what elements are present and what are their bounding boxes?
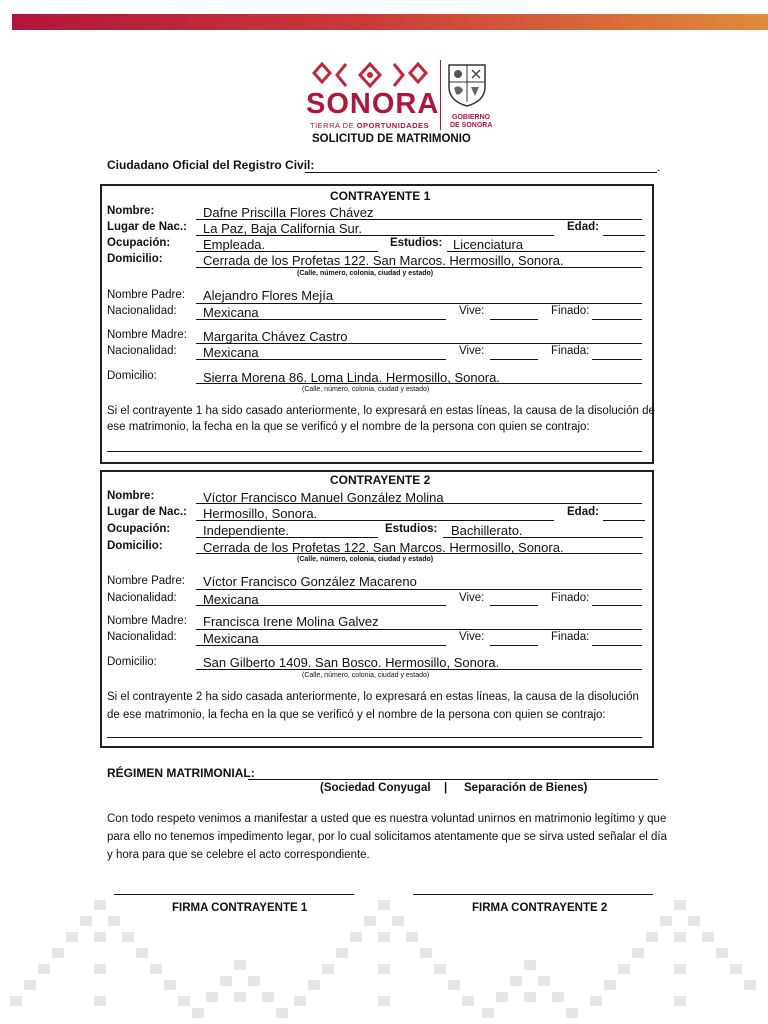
logo-ornament-icon <box>306 58 436 92</box>
c1-padre-finado-label: Finado: <box>551 305 590 317</box>
official-label: Ciudadano Oficial del Registro Civil: <box>107 158 315 172</box>
c1-padre-nac-label: Nacionalidad: <box>107 305 177 317</box>
c2-madre-label: Nombre Madre: <box>107 615 187 627</box>
c1-dom2-hint: (Calle, número, colonia, ciudad y estado) <box>302 386 430 393</box>
c2-ocupacion-label: Ocupación: <box>107 523 171 535</box>
c1-estudios-value: Licenciatura <box>453 237 524 252</box>
c1-domicilio-value: Cerrada de los Profetas 122. San Marcos. Hermosillo, Sonora. <box>203 253 564 268</box>
c1-lugar-value: La Paz, Baja California Sur. <box>203 221 362 236</box>
c1-madre-nac-label: Nacionalidad: <box>107 345 177 357</box>
c2-nombre-value: Víctor Francisco Manuel González Molina <box>203 490 444 505</box>
closing-line-3: y hora para que se celebre el acto correspondiente. <box>107 849 370 861</box>
c2-ocupacion-value: Independiente. <box>203 523 290 538</box>
c2-madre-nac-value: Mexicana <box>203 631 259 646</box>
shield-icon <box>446 62 488 108</box>
c1-padre-value: Alejandro Flores Mejía <box>203 288 334 303</box>
c2-madre-field[interactable] <box>196 629 642 630</box>
closing-line-2: para ello no tenemos impedimento legar, por lo cual solicitamos atentamente que se sirva usted señalar el día <box>107 831 667 843</box>
c1-prev-line2: ese matrimonio, la fecha en la que se verificó y el nombre de la persona con quien se contrajo: <box>107 421 590 433</box>
c1-ocupacion-label: Ocupación: <box>107 237 171 249</box>
brand-tagline <box>310 121 429 130</box>
c1-madre-finada-label: Finada: <box>551 345 590 357</box>
c2-madre-finada-label: Finada: <box>551 631 590 643</box>
decorative-pattern <box>0 890 768 1024</box>
c2-padre-nac-value: Mexicana <box>203 592 259 607</box>
c1-padre-finado-field[interactable] <box>592 319 642 320</box>
official-field[interactable] <box>305 172 657 173</box>
c2-padre-field[interactable] <box>196 589 642 590</box>
c1-dom2-value: Sierra Morena 86. Loma Linda. Hermosillo, Sonora. <box>203 370 500 385</box>
c2-padre-vive-field[interactable] <box>490 605 538 606</box>
c2-edad-label: Edad: <box>567 506 599 518</box>
c1-lugar-label: Lugar de Nac.: <box>107 221 187 233</box>
c2-domicilio-label: Domicilio: <box>107 540 163 552</box>
c1-ocupacion-value: Empleada. <box>203 237 266 252</box>
regimen-option-1: (Sociedad Conyugal <box>320 782 431 794</box>
c2-nombre-label: Nombre: <box>107 490 155 502</box>
c2-title: CONTRAYENTE 2 <box>330 473 431 487</box>
c1-title: CONTRAYENTE 1 <box>330 189 431 203</box>
c1-edad-label: Edad: <box>567 221 599 233</box>
c2-madre-finada-field[interactable] <box>592 645 642 646</box>
c2-domicilio-hint: (Calle, número, colonia, ciudad y estado) <box>297 556 434 563</box>
c1-padre-label: Nombre Padre: <box>107 289 185 301</box>
c2-estudios-label: Estudios: <box>385 523 438 535</box>
gov-label-2: DE SONORA <box>450 122 493 129</box>
c2-domicilio-value: Cerrada de los Profetas 122. San Marcos. Hermosillo, Sonora. <box>203 540 564 555</box>
c1-dom2-label: Domicilio: <box>107 370 157 382</box>
sonora-logo <box>306 58 440 138</box>
regimen-field[interactable] <box>248 779 658 780</box>
logo-divider <box>440 60 441 130</box>
tagline-bold: OPORTUNIDADES <box>356 121 430 130</box>
signature-2-field[interactable] <box>413 894 653 895</box>
c2-prev-line2: de ese matrimonio, la fecha en la que se verificó y el nombre de la persona con quien se contrajo: <box>107 709 606 721</box>
c1-estudios-label: Estudios: <box>390 237 443 249</box>
c2-padre-vive-label: Vive: <box>459 592 485 604</box>
c2-padre-finado-label: Finado: <box>551 592 590 604</box>
c2-padre-nac-label: Nacionalidad: <box>107 592 177 604</box>
c1-prev-line1: Si el contrayente 1 ha sido casado anteriormente, lo expresará en estas líneas, la causa de la disolución de <box>107 405 655 417</box>
c2-madre-nac-label: Nacionalidad: <box>107 631 177 643</box>
c1-nombre-value: Dafne Priscilla Flores Chávez <box>203 205 374 220</box>
signature-1-field[interactable] <box>114 894 354 895</box>
c1-madre-finada-field[interactable] <box>592 359 642 360</box>
signature-2-label: FIRMA CONTRAYENTE 2 <box>472 902 608 914</box>
c2-lugar-label: Lugar de Nac.: <box>107 506 187 518</box>
c2-dom2-value: San Gilberto 1409. San Bosco. Hermosillo, Sonora. <box>203 655 500 670</box>
regimen-separator: | <box>444 782 448 794</box>
c1-edad-field[interactable] <box>603 235 645 236</box>
c1-padre-vive-field[interactable] <box>490 319 538 320</box>
c1-madre-value: Margarita Chávez Castro <box>203 329 348 344</box>
c2-padre-label: Nombre Padre: <box>107 575 185 587</box>
regimen-option-2: Separación de Bienes) <box>464 782 588 794</box>
c2-prev-field[interactable] <box>107 737 642 738</box>
signature-1-label: FIRMA CONTRAYENTE 1 <box>172 902 308 914</box>
c1-madre-vive-field[interactable] <box>490 359 538 360</box>
c2-madre-vive-field[interactable] <box>490 645 538 646</box>
page-title: SOLICITUD DE MATRIMONIO <box>312 133 471 145</box>
closing-line-1: Con todo respeto venimos a manifestar a usted que es nuestra voluntad unirnos en matrimonio legítimo y que <box>107 813 667 825</box>
brand-name: SONORA <box>306 88 440 120</box>
c1-nombre-label: Nombre: <box>107 205 155 217</box>
c2-padre-finado-field[interactable] <box>592 605 642 606</box>
regimen-label: RÉGIMEN MATRIMONIAL: <box>107 766 255 780</box>
c2-padre-value: Víctor Francisco González Macareno <box>203 574 417 589</box>
government-seal <box>446 62 488 108</box>
c2-edad-field[interactable] <box>603 520 645 521</box>
c2-dom2-label: Domicilio: <box>107 656 157 668</box>
tagline-prefix: TIERRA DE <box>310 121 357 130</box>
c1-madre-label: Nombre Madre: <box>107 329 187 341</box>
gov-label-1: GOBIERNO <box>452 114 491 121</box>
c2-estudios-value: Bachillerato. <box>451 523 523 538</box>
top-gradient-bar <box>12 14 768 30</box>
c1-prev-field[interactable] <box>107 451 642 452</box>
c1-domicilio-hint: (Calle, número, colonia, ciudad y estado) <box>297 270 434 277</box>
c2-madre-value: Francisca Irene Molina Galvez <box>203 614 379 629</box>
official-period: . <box>657 160 661 174</box>
c1-padre-field[interactable] <box>196 303 642 304</box>
c1-padre-nac-value: Mexicana <box>203 305 259 320</box>
c1-padre-vive-label: Vive: <box>459 305 485 317</box>
c2-dom2-hint: (Calle, número, colonia, ciudad y estado) <box>302 672 430 679</box>
c1-madre-vive-label: Vive: <box>459 345 485 357</box>
c1-madre-nac-value: Mexicana <box>203 345 259 360</box>
c1-domicilio-label: Domicilio: <box>107 253 163 265</box>
c2-lugar-value: Hermosillo, Sonora. <box>203 506 318 521</box>
c2-prev-line1: Si el contrayente 2 ha sido casada anteriormente, lo expresará en estas líneas, la causa de la disolución <box>107 691 639 703</box>
c2-madre-vive-label: Vive: <box>459 631 485 643</box>
